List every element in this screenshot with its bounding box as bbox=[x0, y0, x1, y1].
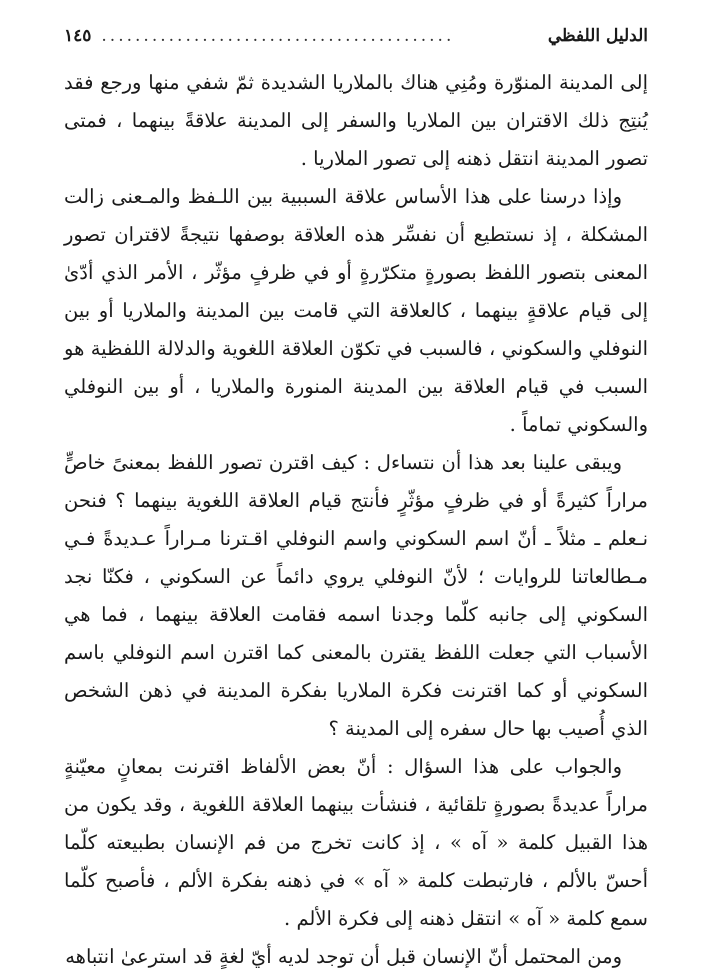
paragraph: ومن المحتمل أنّ الإنسان قبل أن توجد لديه أيّ لغةٍ قد استرعىٰ انتباهه bbox=[65, 945, 622, 968]
paragraph: والجواب على هذا السؤال : أنّ بعض الألفاظ اقترنت بمعانٍ معيّنةٍ مراراً عديدةً بصورةٍ تلقائية ، فنشأت بينهما العلاقة اللغوية ، وقد يكون من هذا القبيل كلمة « آه » ، إذ كانت تخرج من فم الإنسان بطبيعته كلّما أحسّ بالألم ، فارتبطت كلمة « آه » في ذهنه بفكرة الألم ، فأصبح كلّما سمع كلمة « آه » انتقل ذهنه إلى فكرة الألم . bbox=[64, 755, 648, 930]
paragraph-continuation: إلى المدينة المنوّرة ومُنِي هناك بالملاريا الشديدة ثمّ شفي منها ورجع فقد يُنتِج ذلك الاقتران بين الملاريا والسفر إلى المدينة علاقةً بينهما ، فمتى تصور المدينة انتقل ذهنه إلى تصور الملاريا . bbox=[64, 71, 648, 170]
book-page bbox=[64, 26, 648, 966]
page-number: ١٤٥ bbox=[64, 26, 92, 46]
leader-dots: .......................................... bbox=[101, 26, 455, 46]
chapter-title: الدليل اللفظي bbox=[547, 26, 648, 46]
page-body bbox=[64, 64, 648, 976]
paragraph: ويبقى علينا بعد هذا أن نتساءل : كيف اقترن تصور اللفظ بمعنىً خاصٍّ مراراً كثيرةً أو في ظرفٍ مؤثّرٍ فأنتج قيام العلاقة اللغوية بينهما ؟ فنحن نـعلم ـ مثلاً ـ أنّ اسم السكوني واسم النوفلي اقـترنا مـراراً عـديدةً فـي مـطالعاتنا للروايات ؛ لأنّ النوفلي يروي دائماً عن السكوني ، فكنّا نجد السكوني إلى جانبه كلّما وجدنا اسمه فقامت العلاقة بينهما ، فما هي الأسباب التي جعلت اللفظ يقترن بالمعنى كما اقترن اسم النوفلي باسم السكوني أو كما اقترنت فكرة الملاريا بفكرة المدينة في ذهن الشخص الذي أُصيب بها حال سفره إلى المدينة ؟ bbox=[64, 451, 648, 740]
running-header bbox=[64, 26, 648, 62]
paragraph: وإذا درسنا على هذا الأساس علاقة السببية بين اللـفظ والمـعنى زالت المشكلة ، إذ نستطيع أن نفسِّر هذه العلاقة بوصفها نتيجةً لاقتران تصور المعنى بتصور اللفظ بصورةٍ متكرّرةٍ أو في ظرفٍ مؤثّر ، الأمر الذي أدّىٰ إلى قيام علاقةٍ بينهما ، كالعلاقة التي قامت بين المدينة والملاريا أو بين النوفلي والسكوني ، فالسبب في تكوّن العلاقة اللغوية والدلالة اللفظية هو السبب في قيام العلاقة بين المدينة المنورة والملاريا ، أو بين النوفلي والسكوني تماماً . bbox=[64, 185, 648, 436]
